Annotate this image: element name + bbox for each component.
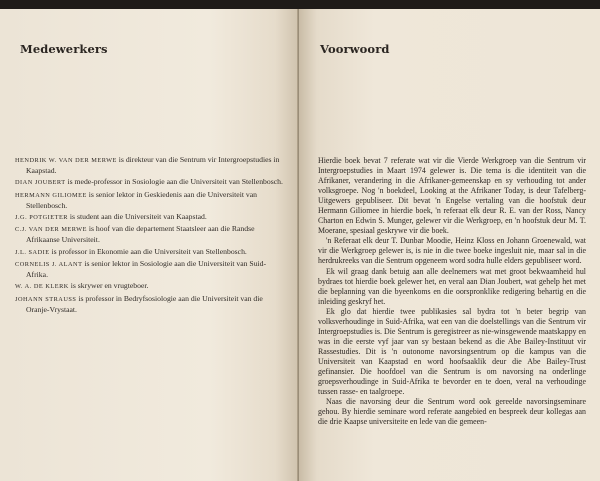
contributor-description: is professor in Bedryfsosiologie aan die Universiteit van die Oranje-Vrystaat. (26, 293, 263, 314)
contributor-description: is senior lektor in Geskiedenis aan die Universiteit van Stellenbosch. (26, 189, 257, 210)
contributor-name: J.L. SADIE (15, 248, 50, 256)
contributor-description: is senior lektor in Sosiologie aan die Universiteit van Suid-Afrika. (26, 258, 267, 280)
contributor-entry (15, 177, 284, 188)
contributors-list (4, 155, 284, 316)
contributor-description: is mede-professor in Sosiologie aan die Universiteit van Stellenbosch. (65, 177, 283, 187)
foreword-paragraph: Naas die navorsing deur die Sentrum word ook gereelde navorsingseminare gehou. By hierdie seminare word referate aangebied en bespreek deur kollegas aan die drie Kaapse universiteite en lede van die gemeen- (318, 397, 586, 427)
book-edge-top (0, 0, 600, 9)
contributor-name: DIAN JOUBERT (15, 179, 66, 187)
contributor-description: is professor in Ekonomie aan die Universiteit van Stellenbosch. (49, 246, 247, 256)
foreword-paragraph: Ek glo dat hierdie twee publikasies sal bydra tot 'n beter begrip van volksverhoudinge in Suid-Afrika, wat een van die doelstellings van die Sentrum vir Intergroepstudies is. Die Sentrum is geregistreer as nie-winsgewende maatskappy en was in die eerste vyf jaar van sy bestaan bekend as die Abe Bailey-Instituut vir Rassestudies. Dit is 'n outonome navorsingsentrum op die kampus van die Universiteit van Kaapstad en word hoofsaaklik deur die Abe Bailey-Trust gefinansier. Die hoofdoel van die Sentrum is om navorsing na onderlinge groepsverhoudinge in Suid-Afrika te bevorder en te doen, veral na verhoudinge tussen rasse- en taalgroepe. (318, 306, 586, 397)
right-page-heading: Voorwoord (320, 42, 390, 56)
contributor-description: is student aan die Universiteit van Kaapstad. (68, 212, 207, 222)
foreword-paragraph: 'n Referaat elk deur T. Dunbar Moodie, Heinz Kloss en Johann Groenewald, wat vir die Werkgroep gelewer is, is nie in die twee boeke ingesluit nie, maar sal in die herdrukreeks van die Sentrum opgeneem word sodra hulle elders gepubliseer word. (318, 236, 586, 266)
contributor-entry (15, 212, 284, 223)
foreword-text (318, 156, 586, 427)
contributor-name: W. A. DE KLERK (15, 283, 69, 291)
contributor-name: JOHANN STRAUSS (15, 295, 77, 303)
contributor-name: C.J. VAN DER MERWE (15, 226, 87, 234)
contributor-entry (15, 259, 284, 280)
left-page-heading: Medewerkers (20, 42, 108, 56)
contributor-entry (15, 247, 284, 258)
contributor-entry (15, 281, 284, 292)
contributor-description: is skrywer en vrugteboer. (68, 281, 149, 291)
contributor-entry (15, 224, 284, 245)
foreword-paragraph: Hierdie boek bevat 7 referate wat vir die Vierde Werkgroep van die Sentrum vir Intergroepstudies in Maart 1974 gelewer is. Die tema is die identiteit van die Afrikaner, verandering in die Afrikaner-gemeenskap en sy verhouding tot ander volksgroepe. Nog 'n boekdeel, Looking at the Afrikaner Today, is deur Tafelberg-Uitgewers gepubliseer. Dit bevat 'n Engelse vertaling van die hoofstuk deur Hermann Giliomee in hierdie boek, 'n referaat elk deur R. E. van der Ross, Nancy Charton en Edwin S. Munger, gelewer vir die Werkgroep, en 'n hoofstuk deur M. T. Moerane, spesiaal geskrywe vir die boek. (318, 156, 586, 236)
contributor-name: HENDRIK W. VAN DER MERWE (15, 157, 117, 164)
contributor-entry (15, 294, 284, 315)
contributor-name: HERMANN GILIOMEE (15, 191, 87, 199)
contributor-entry (15, 190, 284, 211)
left-page (0, 9, 299, 481)
foreword-paragraph: Ek wil graag dank betuig aan alle deelnemers wat met groot bekwaamheid hul bydraes tot hierdie boek gelewer het, en veral aan Dian Joubert, wat gehelp het met die beplanning van die byeenkoms en die oorspronklike redigering behartig en die inleiding geskryf het. (318, 266, 586, 306)
right-page (299, 9, 600, 481)
contributor-description: is hoof van die departement Staatsleer aan die Randse Afrikaanse Universiteit. (26, 224, 255, 245)
contributor-description: is direkteur van die Sentrum vir Intergroepstudies in Kaapstad. (26, 155, 280, 176)
contributor-name: J.G. POTGIETER (15, 214, 68, 222)
contributor-name: CORNELIS J. ALANT (15, 260, 83, 268)
contributor-entry (15, 155, 284, 176)
